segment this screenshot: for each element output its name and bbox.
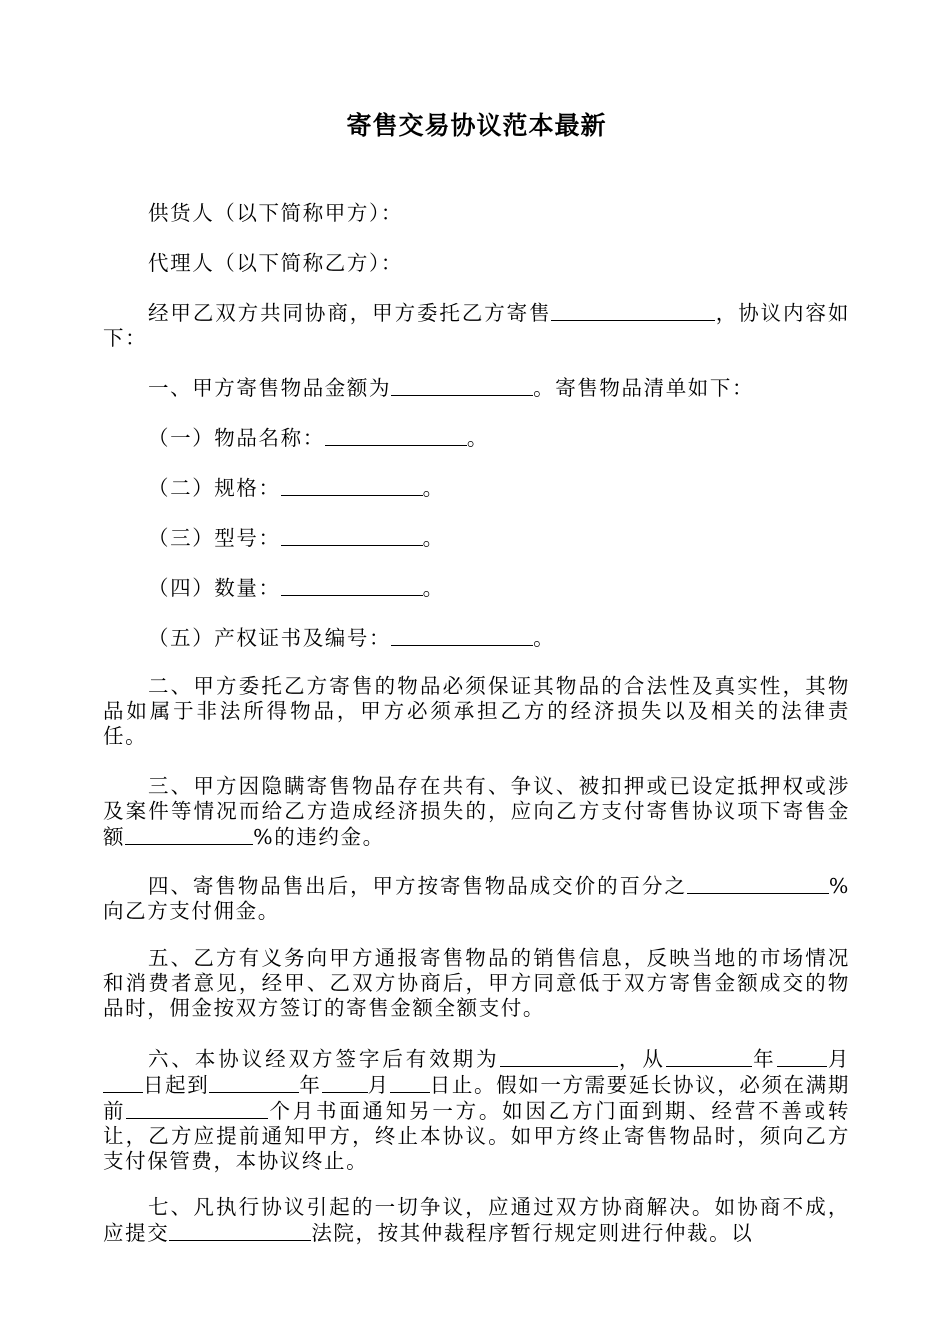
start-month-blank[interactable] (777, 1046, 827, 1067)
specification-period: 。 (422, 476, 445, 500)
end-year-label: 年 (299, 1073, 322, 1097)
start-year-label: 年 (751, 1047, 777, 1071)
clause-6-text-middle: 日止。假如一方需要延长协议，必须在满期前 (103, 1073, 850, 1123)
specification-label: （二）规格： (148, 476, 281, 500)
commission-percent-blank[interactable] (687, 873, 829, 894)
end-year-blank[interactable] (209, 1072, 299, 1093)
clause-2 (103, 674, 850, 749)
model-label: （三）型号： (148, 526, 281, 550)
item-name-period: 。 (466, 426, 489, 450)
start-day-blank[interactable] (103, 1072, 143, 1093)
consignment-item-blank[interactable] (551, 300, 715, 321)
clause-1-text: 一、甲方寄售物品金额为 (148, 376, 392, 400)
clause-4-text-end: %向乙方支付佣金。 (103, 874, 850, 923)
start-month-label: 月 (826, 1047, 850, 1071)
document-title: 寄售交易协议范本最新 (346, 111, 607, 140)
clause-6 (103, 1046, 850, 1174)
clause-7-text: 七、凡执行协议引起的一切争议，应通过双方协商解决。如协商不成，应提交 (103, 1195, 850, 1245)
specification-line (103, 475, 850, 501)
item-name-label: （一）物品名称： (148, 426, 325, 450)
paragraph-intro (103, 300, 850, 351)
model-blank[interactable] (281, 525, 423, 546)
item-name-line (103, 425, 850, 451)
from-label: ，从 (617, 1047, 666, 1071)
clause-1-text-end: 。寄售物品清单如下： (533, 376, 755, 400)
intro-text: 经甲乙双方共同协商，甲方委托乙方寄售 (148, 301, 552, 325)
clause-3-text-end: %的违约金。 (253, 825, 385, 849)
quantity-blank[interactable] (281, 575, 423, 596)
notice-months-blank[interactable] (126, 1098, 268, 1119)
paragraph-supplier (103, 201, 850, 226)
clause-6-text-end: 个月书面通知另一方。如因乙方门面到期、经营不善或转让，乙方应提前通知甲方，终止本协议。如甲方终止寄售物品时，须向乙方支付保管费，本协议终止。 (103, 1099, 851, 1173)
certificate-line (103, 625, 850, 651)
end-month-blank[interactable] (322, 1072, 368, 1093)
quantity-label: （四）数量： (148, 576, 281, 600)
clause-7-text-end: 法院，按其仲裁程序暂行规定则进行仲裁。以 (311, 1221, 754, 1245)
model-line (103, 525, 850, 551)
amount-blank[interactable] (391, 375, 533, 396)
clause-4-text: 四、寄售物品售出后，甲方按寄售物品成交价的百分之 (148, 874, 687, 898)
model-period: 。 (422, 526, 445, 550)
clause-7 (103, 1195, 850, 1246)
start-day-label: 日起到 (143, 1073, 210, 1097)
quantity-period: 。 (422, 576, 445, 600)
clause-5-text: 五、乙方有义务向甲方通报寄售物品的销售信息，反映当地的市场情况和消费者意见，经甲、乙双方协商后，甲方同意低于双方寄售金额成交的物品时，佣金按双方签订的寄售金额全额支付。 (103, 946, 850, 1020)
clause-4 (103, 873, 850, 924)
clause-5 (103, 946, 850, 1021)
certificate-label: （五）产权证书及编号： (148, 626, 392, 650)
validity-period-blank[interactable] (500, 1046, 618, 1067)
clause-1 (103, 375, 850, 401)
quantity-line (103, 575, 850, 601)
penalty-percent-blank[interactable] (125, 824, 253, 845)
clause-2-text: 二、甲方委托乙方寄售的物品必须保证其物品的合法性及真实性，其物品如属于非法所得物品，甲方必须承担乙方的经济损失以及相关的法律责任。 (103, 674, 850, 748)
clause-6-text: 六、本协议经双方签字后有效期为 (148, 1047, 500, 1071)
end-day-blank[interactable] (390, 1072, 430, 1093)
paragraph-agent (103, 251, 850, 276)
supplier-label: 供货人（以下简称甲方）： (148, 201, 403, 225)
end-month-label: 月 (367, 1073, 390, 1097)
certificate-period: 。 (533, 626, 556, 650)
start-year-blank[interactable] (666, 1046, 752, 1067)
court-name-blank[interactable] (169, 1220, 311, 1241)
item-name-blank[interactable] (325, 425, 467, 446)
specification-blank[interactable] (281, 475, 423, 496)
clause-3-text: 三、甲方因隐瞒寄售物品存在共有、争议、被扣押或已设定抵押权或涉及案件等情况而给乙方造成经济损失的，应向乙方支付寄售协议项下寄售金额 (103, 774, 850, 849)
clause-3 (103, 774, 850, 850)
certificate-blank[interactable] (391, 625, 533, 646)
agent-label: 代理人（以下简称乙方）： (148, 251, 403, 275)
intro-text-end: ，协议内容如下： (103, 301, 850, 350)
